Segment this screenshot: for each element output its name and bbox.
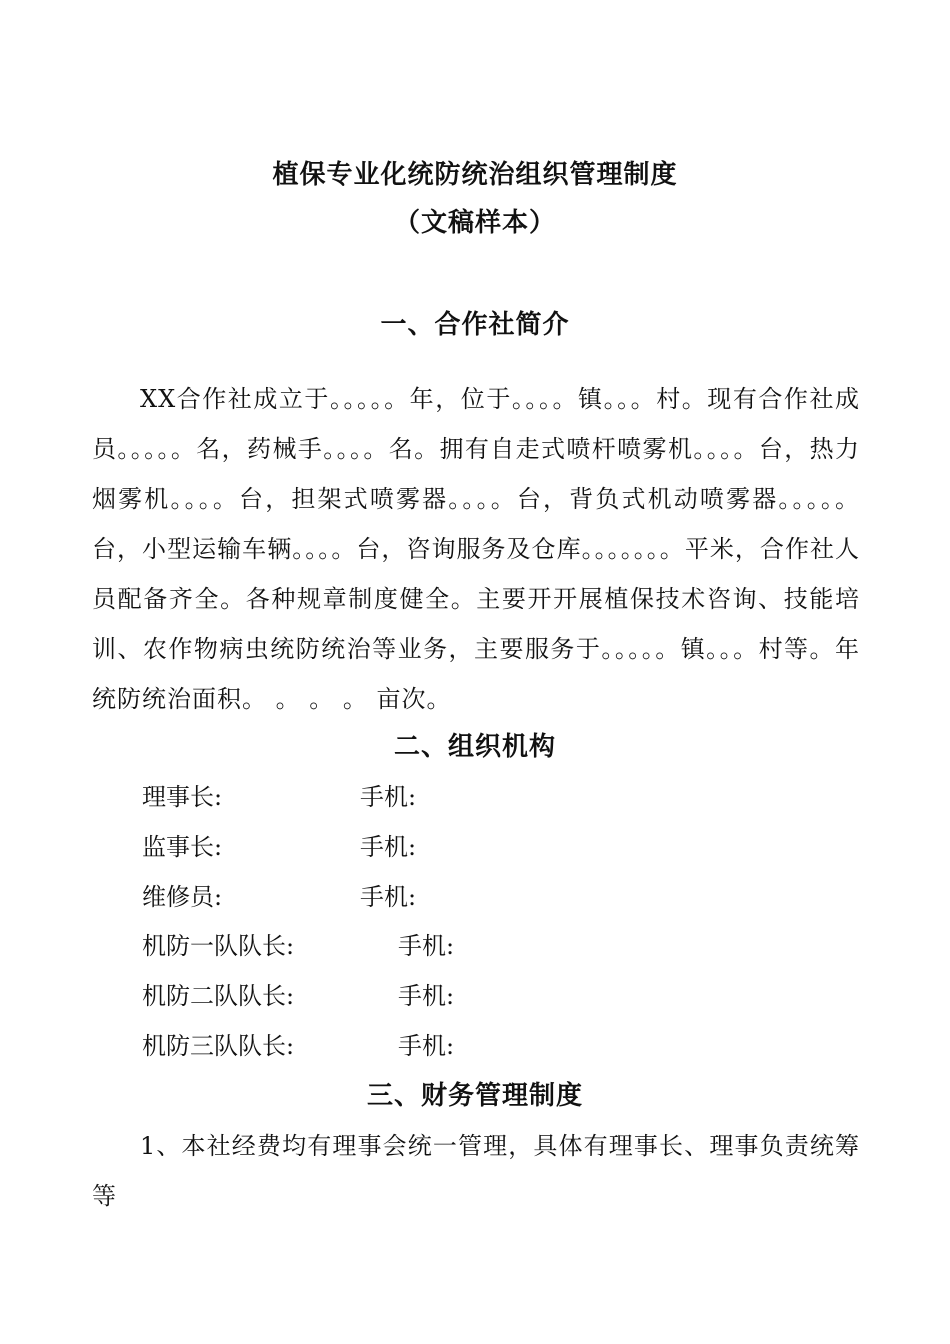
phone-label: 手机: [360,833,417,861]
finance-paragraph: 1、本社经费均有理事会统一管理，具体有理事长、理事负责统筹等 [92,1132,860,1210]
role-label: 机防二队队长: [142,982,295,1010]
phone-label: 手机: [398,982,455,1010]
role-label: 理事长: [142,783,223,811]
role-label: 机防三队队长: [142,1032,295,1060]
phone-label: 手机: [398,1032,455,1060]
phone-label: 手机: [398,932,455,960]
document-subtitle: （文稿样本） [393,208,556,238]
role-label: 机防一队队长: [142,932,295,960]
section-heading-finance: 三、财务管理制度 [366,1081,583,1111]
section-heading-organization: 二、组织机构 [393,732,556,762]
intro-paragraph: XX合作社成立于。。。。。年，位于。。。。镇。。。村。现有合作社成员。。。。。名，药械手。。。。名。拥有自走式喷杆喷雾机。。。。台，热力烟雾机。。。。台，担架式喷雾器。。。。台，背负式机动喷雾器。。。。。台，小型运输车辆。。。。台，咨询服务及仓库。。。。。。。平米，合作社人员配备齐全。各种规章制度健全。主要开开展植保技术咨询、技能培训、农作物病虫统防统治等业务，主要服务于。。。。。镇。。。村等。年统防统治面积。 。 。 。 亩次。 [92,385,860,713]
role-label: 监事长: [142,833,223,861]
document-title: 植保专业化统防统治组织管理制度 [272,160,678,190]
phone-label: 手机: [360,783,417,811]
section-heading-intro: 一、合作社简介 [380,310,570,340]
role-label: 维修员: [142,883,223,911]
phone-label: 手机: [360,883,417,911]
